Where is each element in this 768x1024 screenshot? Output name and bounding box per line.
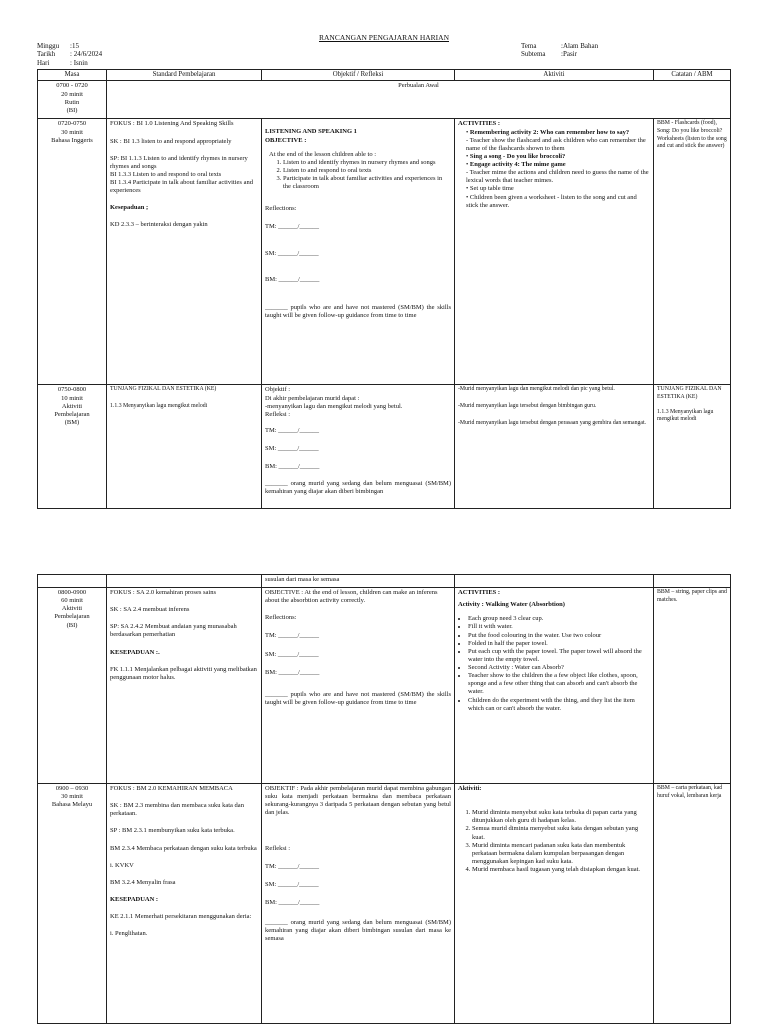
minggu-value: :15 (70, 42, 79, 50)
objective-cell (262, 784, 455, 1024)
sk-text: SK : BI 1.3 listen to and respond appropriately (110, 137, 232, 145)
activity-text: Sing a song - Do you like broccoli? (469, 152, 566, 160)
list-item: 2. Listen to and respond to oral texts (283, 167, 451, 175)
time-cell (38, 588, 107, 784)
obj-title: LISTENING AND SPEAKING 1 (265, 128, 357, 136)
sp-text-3: BM 3.2.4 Menyalin frasa (110, 878, 176, 886)
activity-text: Engage activity 4: The mime game (469, 161, 566, 169)
time-range: 0800-0900 (57, 589, 87, 596)
list-item: 3. Participate in talk about familiar activities and experiences in the classroom (283, 175, 451, 191)
tema-label: Tema (521, 42, 537, 50)
list-item: 2. Semua murid diminta menyebut suku kata dengan sebutan yang kuat. (472, 825, 650, 841)
sp-text: SP : BM 2.3.1 membunyikan suku kata terbuka. (110, 827, 235, 835)
time-subject: Bahasa Melayu (51, 801, 93, 809)
penglihatan-text: i. Penglihatan. (110, 930, 148, 938)
list-item: 1. Murid diminta menyebut suku kata terbuka di papan carta yang ditunjukkan oleh guru di hadapan kelas. (472, 809, 650, 825)
list-item: • Second Activity : Water can Absorb? (468, 664, 650, 672)
table-header-row (38, 70, 731, 81)
sp-text-3: BI 1.3.4 Participate in talk about familiar activities and experiences (110, 179, 253, 195)
followup-text: _______ orang murid yang sedang dan belum menguasai (SM/BM) kemahiran yang diajar akan diberi bimbingan (265, 480, 451, 496)
reflections-label: Reflections: (265, 614, 297, 622)
abm-cell (654, 385, 731, 509)
obj-text: OBJEKTIF : Pada akhir pembelajaran murid dapat membina gabungan suku kata menjadi perkataan bermakna dan membaca perkataan sekurang-kurangnya 3 daripada 5 perkataan dengan sebutan yang betul dan jelas. (265, 785, 451, 817)
time-language: (BI) (66, 621, 78, 629)
std-title: TUNJANG FIZIKAL DAN ESTETIKA (KE) (110, 386, 217, 393)
activity-text: Children been given a worksheet - listen to the song and cut and stick the answer. (466, 193, 637, 209)
obj-intro: Di akhir pembelajaran murid dapat : (265, 394, 360, 402)
col-header-catatan: Catatan / ABM (654, 70, 731, 81)
fk-text: FK 1.1.1 Menjalankan pelbagai aktiviti yang melibatkan penggunaan motor halus. (110, 665, 257, 681)
continuation-cell (262, 575, 455, 588)
kd-text: KD 2.3.3 – berinteraksi dengan yakin (110, 221, 208, 229)
table-row-rutin (38, 81, 731, 119)
standard-cell (107, 588, 262, 784)
minggu-label: Minggu (37, 42, 60, 50)
abm-text: BBM – carta perkataan, kad huruf vokal, lembaran kerja (657, 785, 723, 799)
refleksi-label: Refleksi : (265, 410, 291, 418)
abm-cell (654, 588, 731, 784)
list-item: - Teacher show the flashcard and ask children who can remember the name of the flashcards shown to them (466, 136, 646, 152)
tarikh-label: Tarikh (37, 50, 56, 59)
empty-cell (455, 575, 654, 588)
table-row-ke (38, 385, 731, 509)
col-header-standard: Standard Pembelajaran (107, 70, 262, 81)
list-item: • Put the food colouring in the water. Use two colour (468, 632, 650, 640)
continuation-text: susulan dari masa ke semasa (265, 576, 340, 583)
list-item: • Sing a song - Do you like broccoli? (466, 152, 566, 160)
empty-cell (654, 575, 731, 588)
list-item: 4. Murid membaca hasil tugasan yang telah disiapkan dengan kuat. (472, 866, 650, 874)
followup-text: _______ pupils who are and have not mastered (SM/BM) the skills taught will be given follow-up guidance from time to time (265, 690, 451, 706)
activities-list (458, 129, 650, 210)
kesepaduan-label: KESEPADUAN : (110, 895, 159, 903)
activity-text: Teacher mime the actions and children need to guess the name of the lexical words that teacher mimes. (466, 169, 649, 185)
list-item: • Set up table time (466, 185, 514, 193)
time-cell (38, 119, 107, 385)
activity-text: Remembering activity 2: Who can remember how to say? (469, 128, 630, 136)
list-item: • Each group need 3 clear cup. (468, 615, 650, 623)
tm-line: TM: ______/______ (265, 632, 319, 640)
bm-line: BM: ______/______ (265, 668, 320, 676)
subtema-label: Subtema (521, 50, 546, 59)
followup-text: _______ orang murid yang sedang dan belum menguasai (SM/BM) kemahiran yang diajar akan diberi bimbingan susulan dari masa ke semasa (265, 919, 451, 943)
activity-cell (455, 784, 654, 1024)
time-duration: 10 minit (61, 394, 83, 402)
activity-text: -Murid menyanyikan lagu dan mengikut melodi dan pic yang betul. (458, 386, 615, 393)
sk-text: SK : BM 2.3 membina dan membaca suku kata dan perkataan. (110, 802, 244, 818)
time-language: (BI) (66, 106, 78, 114)
std-sp: 1.1.3 Menyanyikan lagu mengikut melodi (110, 403, 208, 410)
col-header-aktiviti: Aktiviti (455, 70, 654, 81)
time-activity-2: Pembelajaran (54, 410, 90, 418)
time-duration: 30 minit (61, 793, 83, 801)
time-activity: Rutin (64, 98, 80, 106)
time-range: 0720-0750 (57, 120, 87, 128)
time-range: 0750-0800 (57, 386, 87, 394)
lesson-table-1 (37, 69, 731, 509)
subtema-value: :Pasir (561, 50, 577, 59)
time-range: 0700 - 0720 (56, 82, 88, 90)
list-item: - Teacher mime the actions and children need to guess the name of the lexical words that teacher mimes. (466, 169, 649, 185)
table-row-sains (38, 588, 731, 784)
abm-text-2: 1.1.3 Menyanyikan lagu mengikut melodi (657, 408, 714, 423)
list-item: • Fill it with water. (468, 623, 650, 631)
kesepaduan-label: Kesepaduan ; (110, 204, 149, 212)
col-header-masa: Masa (38, 70, 107, 81)
time-activity: Aktiviti (61, 605, 83, 613)
empty-cell (107, 575, 262, 588)
sk-text: SK : SA 2.4 membuat inferens (110, 606, 190, 614)
abm-text: BBM - Flashcards (food), Song: Do you like broccoli? Worksheets (listen to the song and cut and stick the answer) (657, 120, 727, 150)
sm-line: SM: ______/______ (265, 249, 319, 257)
kesepaduan-label: KESEPADUAN :. (110, 648, 160, 656)
kvkv-text: i. KVKV (110, 861, 134, 869)
obj-text: OBJECTIVE : At the end of lesson, children can make an inferens about the absorbtion activity correctly. (265, 589, 438, 605)
activity-text: -Murid menyanyikan lagu tersebut dengan bimbingan guru. (458, 403, 597, 410)
activities-label: ACTIVITIES : (458, 120, 501, 128)
time-language: (BM) (64, 418, 80, 426)
time-activity: Aktiviti (61, 402, 83, 410)
hari-label: Hari (37, 58, 50, 67)
standard-cell (107, 784, 262, 1024)
sm-line: SM: ______/______ (265, 445, 319, 453)
table-row-bi (38, 119, 731, 385)
obj-list (265, 159, 451, 192)
list-item: • Teacher show to the children the a few object like clothes, spoon, sponge and a few other thing that can absorb and can't absorb the water. (468, 672, 650, 696)
activity-subtitle: Activity : Walking Water (Absorbtion) (458, 601, 565, 609)
obj-label: OBJECTIVE : (265, 136, 307, 144)
table-row-bm (38, 784, 731, 1024)
rutin-content (107, 81, 731, 119)
empty-cell (38, 575, 107, 588)
activities-label: Aktiviti: (458, 785, 482, 792)
tm-line: TM: ______/______ (265, 862, 319, 870)
list-item: 1. Listen to and identify rhymes in nursery rhymes and songs (283, 159, 451, 167)
standard-cell (107, 385, 262, 509)
meta-right (521, 42, 598, 59)
sm-line: SM: ______/______ (265, 880, 319, 888)
abm-text: TUNJANG FIZIKAL DAN ESTETIKA (KE) (657, 386, 722, 401)
activity-text: Set up table time (469, 185, 514, 193)
time-cell (38, 784, 107, 1024)
activity-cell (455, 119, 654, 385)
page-title: RANCANGAN PENGAJARAN HARIAN (318, 33, 449, 42)
bm-line: BM: ______/______ (265, 898, 320, 906)
followup-text: _______ pupils who are and have not mastered (SM/BM) the skills taught will be given follow-up guidance from time to time (265, 303, 451, 319)
tm-line: TM: ______/______ (265, 426, 319, 434)
sp-text-2: BM 2.3.4 Membaca perkataan dengan suku kata terbuka (110, 844, 257, 852)
fokus-text: FOKUS : BI 1.0 Listening And Speaking Skills (110, 120, 234, 128)
tm-line: TM: ______/______ (265, 223, 319, 231)
standard-cell (107, 119, 262, 385)
activities-list (458, 615, 650, 713)
sp-text: SP: SA 2.4.2 Membuat andaian yang munasabah berdasarkan pemerhatian (110, 623, 237, 639)
activity-cell (455, 385, 654, 509)
obj-text: -menyanyikan lagu dan mengikut melodi yang betul. (265, 402, 403, 410)
time-subject: Bahasa Inggeris (51, 136, 93, 144)
bm-line: BM: ______/______ (265, 463, 320, 471)
activities-list (458, 809, 650, 874)
activity-text: -Murid menyanyikan lagu tersebut dengan perasaan yang gembira dan semangat. (458, 419, 647, 426)
list-item: • Children been given a worksheet - listen to the song and cut and stick the answer. (466, 193, 637, 209)
time-duration: 60 minit (61, 597, 83, 605)
activities-label: ACTIVITIES : (458, 589, 501, 596)
objective-cell (262, 385, 455, 509)
fokus-text: FOKUS : BM 2.0 KEMAHIRAN MEMBACA (110, 785, 233, 792)
list-item: • Folded in half the paper towel. (468, 640, 650, 648)
rutin-text: Perbualan Awal (398, 82, 439, 90)
activity-cell (455, 588, 654, 784)
time-cell (38, 385, 107, 509)
table-row-continuation (38, 575, 731, 588)
tarikh-value: : 24/6/2024 (70, 50, 103, 59)
sp-text-2: BI 1.3.3 Listen to and respond to oral texts (110, 170, 222, 178)
hari-value: : Isnin (70, 58, 88, 67)
objective-cell (262, 588, 455, 784)
tema-value: :Alam Bahan (561, 42, 599, 50)
list-item: • Engage activity 4: The mime game (466, 161, 566, 169)
obj-label: Objektif : (265, 386, 291, 394)
activity-text: Teacher show the flashcard and ask children who can remember the name of the flashcards shown to them (466, 136, 646, 152)
list-item: 3. Murid diminta mencari padanan suku kata dan membentuk perkataan bermakna dalam kumpulan berpasangan dengan menggunakan kepingan kad suku kata. (472, 842, 650, 866)
list-item: • Children do the experiment with the thing, and they list the item which can or can't absorb the water. (468, 697, 650, 713)
time-activity-2: Pembelajaran (54, 613, 90, 621)
objective-cell (262, 119, 455, 385)
ke-text: KE 2.1.1 Memerhati persekitaran menggunakan deria: (110, 913, 252, 920)
list-item: • Put each cup with the paper towel. The paper towel will absord the water into the empty towel. (468, 648, 650, 664)
refleksi-label: Refleksi : (265, 844, 291, 852)
time-cell (38, 81, 107, 119)
fokus-text: FOKUS : SA 2.0 kemahiran proses sains (110, 589, 216, 596)
time-duration: 30 minit (61, 128, 83, 136)
bm-line: BM: ______/______ (265, 275, 320, 283)
list-item: • Remembering activity 2: Who can remember how to say? (466, 128, 630, 136)
abm-cell (654, 119, 731, 385)
obj-intro: At the end of the lesson children able to : (269, 150, 377, 158)
sm-line: SM: ______/______ (265, 650, 319, 658)
lesson-table-2 (37, 574, 731, 1024)
sp-text: SP: BI 1.1.3 Listen to and identify rhymes in nursery rhymes and songs (110, 154, 248, 170)
abm-text: BBM – string, paper clips and matches. (657, 589, 727, 603)
meta-left (37, 42, 102, 67)
col-header-objektif: Objektif / Refleksi (262, 70, 455, 81)
time-range: 0900 – 0930 (55, 785, 89, 792)
time-duration: 20 minit (61, 90, 83, 98)
abm-cell (654, 784, 731, 1024)
reflections-label: Reflections: (265, 205, 297, 213)
